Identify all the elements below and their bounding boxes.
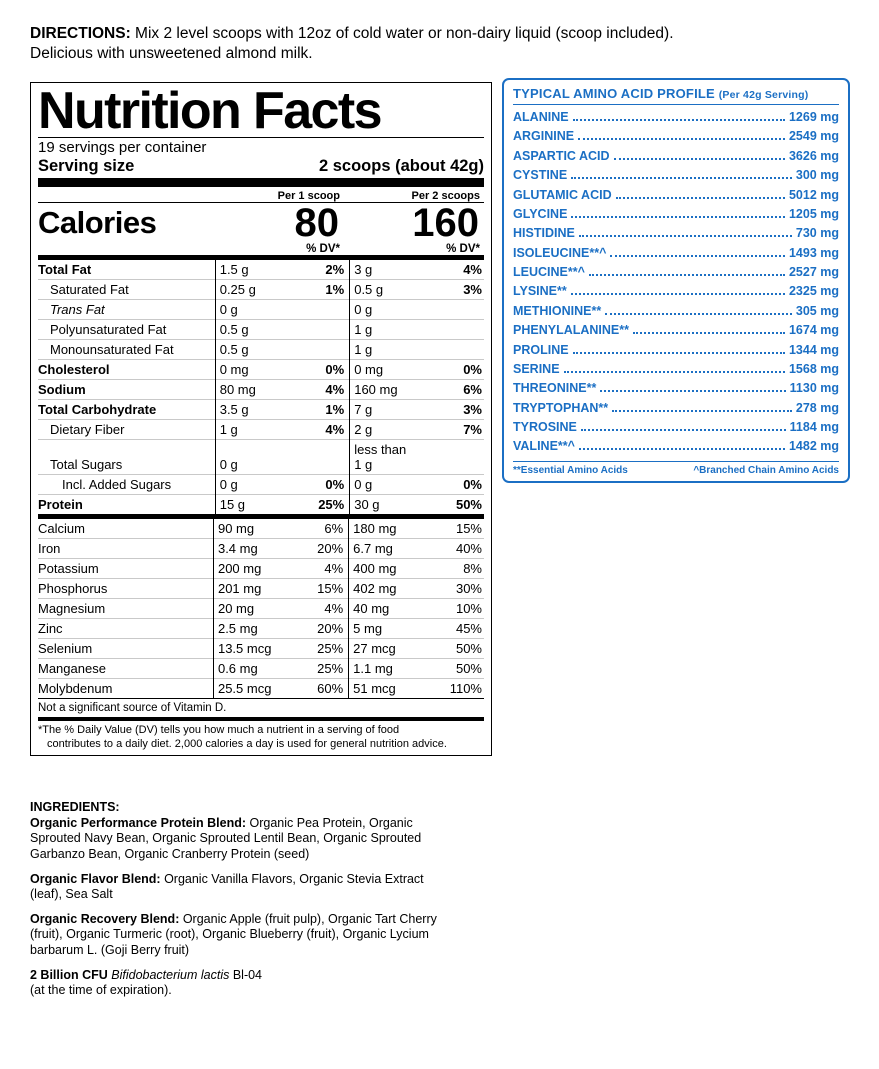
amino-acid-panel — [502, 78, 850, 483]
nutrient-dv-2 — [417, 299, 484, 319]
amino-acid-name: ARGININE — [513, 129, 575, 144]
dv-header-2: % DV* — [446, 242, 480, 255]
nutrition-facts-title: Nutrition Facts — [38, 82, 381, 140]
micronutrient-amount-1: 2.5 mg — [213, 618, 281, 638]
directions-block — [30, 24, 710, 64]
amino-acid-name: CYSTINE — [513, 168, 568, 183]
table-row — [38, 399, 484, 419]
table-row — [38, 538, 484, 558]
micronutrient-dv-2: 110% — [416, 678, 484, 698]
nutrient-dv-2: 3% — [417, 279, 484, 299]
micronutrient-dv-2: 15% — [455, 520, 482, 536]
dot-leader — [616, 190, 785, 199]
nutrient-dv-1: 4% — [282, 379, 349, 399]
nutrient-dv-2 — [417, 339, 484, 359]
column-headers — [38, 187, 484, 202]
amino-acid-title — [513, 86, 839, 104]
micronutrient-name: Molybdenum — [38, 678, 213, 698]
nutrient-amount-1: 0.5 g — [215, 339, 282, 359]
nutrient-dv-1: 25% — [282, 494, 349, 514]
calories-value-1: 80 — [294, 200, 339, 245]
table-row — [38, 598, 484, 618]
micronutrient-dv-1: 4% — [281, 598, 349, 618]
nutrient-amount-2: 3 g — [350, 260, 417, 280]
nutrient-amount-1: 1.5 g — [215, 260, 282, 280]
amino-acid-row — [513, 321, 839, 340]
nutrient-name: Monounsaturated Fat — [38, 339, 215, 359]
micronutrient-amount-1: 200 mg — [213, 558, 281, 578]
cfu-note: (at the time of expiration). — [30, 983, 172, 998]
ingredient-block-title: Organic Flavor Blend: — [30, 871, 161, 886]
amino-acid-row — [513, 244, 839, 263]
micronutrient-amount-1: 90 mg — [213, 519, 281, 539]
amino-acid-value: 2527 mg — [788, 265, 839, 279]
amino-acid-value: 730 mg — [795, 226, 839, 241]
nutrient-amount-1: 0 g — [215, 299, 282, 319]
micronutrient-dv-2: 8% — [416, 558, 484, 578]
dot-leader — [573, 345, 785, 354]
ingredients-list — [30, 816, 450, 959]
table-row — [38, 558, 484, 578]
amino-acid-value: 1130 mg — [789, 381, 839, 396]
amino-acid-title-main: TYPICAL AMINO ACID PROFILE — [513, 86, 715, 101]
ingredients-heading: INGREDIENTS: — [30, 800, 120, 814]
nutrient-dv-2: 0% — [417, 474, 484, 494]
amino-acid-value: 300 mg — [795, 168, 839, 183]
micronutrient-amount-2: 5 mg — [349, 618, 417, 638]
micronutrient-amount-2: 402 mg — [349, 578, 417, 598]
micronutrient-amount-2: 180 mg — [349, 519, 417, 539]
dv-footnote-line1: *The % Daily Value (DV) tells you how much a nutrient in a serving of food — [38, 723, 400, 736]
dot-leader — [564, 364, 785, 373]
amino-acid-name: PROLINE — [513, 342, 569, 357]
table-row — [38, 519, 484, 539]
calories-row — [38, 200, 484, 245]
nutrient-amount-1: 80 mg — [215, 379, 282, 399]
table-row — [38, 379, 484, 399]
calories-label: Calories — [38, 204, 157, 240]
amino-acid-row — [513, 127, 839, 146]
micronutrient-amount-2: 6.7 mg — [349, 538, 417, 558]
micronutrient-dv-1: 4% — [281, 558, 349, 578]
amino-acid-value: 1205 mg — [788, 206, 839, 221]
amino-acid-value: 2325 mg — [788, 284, 839, 299]
amino-acid-value: 5012 mg — [788, 187, 839, 202]
nutrient-dv-2: 4% — [463, 261, 482, 277]
table-row — [38, 419, 484, 439]
amino-acid-name: THREONINE** — [513, 381, 597, 396]
dot-leader — [579, 228, 792, 237]
amino-acid-value: 2549 mg — [788, 129, 839, 144]
ingredient-block — [30, 816, 450, 863]
nutrient-dv-1: 0% — [282, 359, 349, 379]
dot-leader — [573, 112, 785, 121]
nutrient-dv-1 — [282, 439, 349, 474]
amino-acid-name: GLUTAMIC ACID — [513, 187, 612, 202]
dot-leader — [589, 267, 785, 276]
nutrient-dv-2: 6% — [417, 379, 484, 399]
nutrient-amount-2: 7 g — [350, 399, 417, 419]
serving-size-value: 2 scoops (about 42g) — [318, 156, 484, 175]
micronutrient-name: Iron — [38, 538, 213, 558]
nutrient-dv-1 — [282, 299, 349, 319]
amino-acid-row — [513, 263, 839, 282]
table-row — [38, 279, 484, 299]
micronutrient-amount-2: 40 mg — [349, 598, 417, 618]
ingredient-block-text: Organic Apple (fruit pulp), Organic Tart Cherry (fruit), Organic Turmeric (root), Organic Blueberry (fruit), Organic Lycium barbarum L. (Goji Berry fruit) — [30, 911, 437, 957]
table-row — [38, 578, 484, 598]
nutrient-amount-1: 1 g — [215, 419, 282, 439]
amino-acid-value: 1674 mg — [788, 323, 839, 338]
nutrient-amount-2: less than 1 g — [350, 439, 417, 474]
table-row — [38, 439, 484, 474]
micronutrient-amount-2: 1.1 mg — [349, 658, 417, 678]
amino-acid-row — [513, 108, 839, 127]
micronutrient-dv-1: 25% — [281, 658, 349, 678]
micronutrient-name: Magnesium — [38, 598, 213, 618]
nutrient-name: Incl. Added Sugars — [38, 474, 215, 494]
nutrient-amount-1: 0 g — [215, 439, 282, 474]
dot-leader — [571, 209, 785, 218]
micronutrient-amount-1: 3.4 mg — [213, 538, 281, 558]
nutrient-dv-1: 2% — [325, 261, 345, 277]
nutrient-amount-2: 2 g — [350, 419, 417, 439]
amino-acid-name: SERINE — [513, 361, 560, 376]
amino-acid-row — [513, 302, 839, 321]
dot-leader — [579, 441, 785, 450]
nutrient-dv-2: 7% — [417, 419, 484, 439]
table-row — [38, 359, 484, 379]
micronutrient-dv-1: 6% — [324, 520, 344, 536]
amino-acid-name: VALINE**^ — [513, 439, 575, 454]
table-row — [38, 638, 484, 658]
amino-footnote-bcaa: ^Branched Chain Amino Acids — [693, 464, 839, 476]
amino-acid-name: TRYPTOPHAN** — [513, 400, 609, 415]
nutrient-amount-1: 15 g — [215, 494, 282, 514]
amino-acid-value: 1482 mg — [788, 439, 839, 454]
nutrient-amount-2: 1 g — [350, 339, 417, 359]
nutrient-name: Cholesterol — [38, 359, 215, 379]
dot-leader — [578, 131, 785, 140]
amino-acid-name: HISTIDINE — [513, 226, 575, 241]
amino-acid-name: ALANINE — [513, 110, 569, 124]
table-row — [38, 260, 484, 280]
micronutrient-name: Zinc — [38, 618, 213, 638]
nutrient-dv-2: 50% — [417, 494, 484, 514]
amino-acid-row — [513, 282, 839, 301]
nutrient-amount-1: 0.25 g — [215, 279, 282, 299]
nutrient-name: Total Fat — [38, 261, 92, 277]
nutrient-dv-1: 1% — [282, 399, 349, 419]
amino-acid-value: 1568 mg — [788, 361, 839, 376]
amino-acid-value: 1184 mg — [789, 420, 839, 434]
amino-acid-name: TYROSINE — [513, 420, 577, 434]
dv-footnote — [38, 721, 484, 752]
amino-acid-row — [513, 341, 839, 360]
nutrient-dv-1: 0% — [282, 474, 349, 494]
dot-leader — [571, 170, 792, 179]
serving-size-row — [38, 157, 484, 178]
nutrient-dv-1 — [282, 319, 349, 339]
micronutrient-amount-2: 27 mcg — [349, 638, 417, 658]
ingredient-block-text: Organic Pea Protein, Organic Sprouted Navy Bean, Organic Sprouted Lentil Bean, Organic Sprouted Garbanzo Bean, Organic Cranberry Protein (seed) — [30, 815, 422, 861]
micronutrient-dv-1: 60% — [281, 678, 349, 698]
amino-acid-row — [513, 166, 839, 185]
micronutrient-dv-2: 50% — [416, 658, 484, 678]
nutrient-amount-2: 0 g — [350, 299, 417, 319]
dot-leader — [600, 383, 785, 392]
nutrient-dv-1: 4% — [282, 419, 349, 439]
calories-values — [204, 200, 484, 245]
amino-acid-footnotes — [513, 462, 839, 476]
amino-acid-row — [513, 224, 839, 243]
nutrient-name: Total Sugars — [38, 439, 215, 474]
nutrient-amount-1: 3.5 g — [215, 399, 282, 419]
table-row — [38, 678, 484, 698]
nutrient-amount-2: 1 g — [350, 319, 417, 339]
calories-value-2: 160 — [412, 200, 479, 245]
ingredients-block — [30, 800, 450, 1008]
amino-acid-row — [513, 205, 839, 224]
micronutrient-name: Phosphorus — [38, 578, 213, 598]
ingredient-block-title: Organic Recovery Blend: — [30, 911, 180, 926]
serving-size-label: Serving size — [38, 156, 135, 175]
nutrient-dv-2: 0% — [417, 359, 484, 379]
directions-label: DIRECTIONS: — [30, 25, 131, 42]
amino-acid-name: ASPARTIC ACID — [513, 148, 610, 163]
nutrient-dv-2 — [417, 319, 484, 339]
nutrient-table — [38, 260, 484, 514]
micronutrient-amount-2: 400 mg — [349, 558, 417, 578]
micronutrient-table — [38, 519, 484, 698]
micronutrient-name: Selenium — [38, 638, 213, 658]
nutrient-amount-1: 0 g — [215, 474, 282, 494]
micronutrient-dv-2: 10% — [416, 598, 484, 618]
dot-leader — [614, 151, 785, 160]
nutrient-amount-2: 0.5 g — [350, 279, 417, 299]
not-significant-note: Not a significant source of Vitamin D. — [38, 701, 227, 714]
dot-leader — [633, 325, 785, 334]
amino-footnote-essential: **Essential Amino Acids — [513, 464, 628, 476]
ingredient-block — [30, 912, 450, 959]
nutrient-amount-2: 0 g — [350, 474, 417, 494]
micronutrient-dv-1: 20% — [281, 618, 349, 638]
servings-per-container: 19 servings per container — [38, 138, 207, 156]
nutrient-amount-1: 0 mg — [215, 359, 282, 379]
micronutrient-name: Potassium — [38, 558, 213, 578]
ingredient-block — [30, 872, 450, 903]
micronutrient-amount-1: 25.5 mcg — [213, 678, 281, 698]
micronutrient-dv-2: 50% — [416, 638, 484, 658]
amino-acid-row — [513, 360, 839, 379]
micronutrient-amount-1: 13.5 mcg — [213, 638, 281, 658]
table-row — [38, 618, 484, 638]
dot-leader — [612, 403, 792, 412]
cfu-amount: 2 Billion CFU — [30, 967, 108, 982]
ingredient-block-text: Organic Vanilla Flavors, Organic Stevia Extract (leaf), Sea Salt — [30, 871, 424, 902]
table-row — [38, 494, 484, 514]
micronutrient-dv-1: 25% — [281, 638, 349, 658]
nutrient-amount-2: 0 mg — [350, 359, 417, 379]
directions-text: Mix 2 level scoops with 12oz of cold water or non-dairy liquid (scoop included). Delicious with unsweetened almond milk. — [30, 25, 674, 63]
micronutrient-amount-1: 0.6 mg — [213, 658, 281, 678]
amino-acid-value: 3626 mg — [788, 148, 839, 163]
column-header-2: Per 2 scoops — [411, 189, 480, 202]
nutrient-name: Dietary Fiber — [38, 419, 215, 439]
dot-leader — [610, 248, 785, 257]
nutrient-dv-1 — [282, 339, 349, 359]
table-row — [38, 319, 484, 339]
micronutrient-dv-2: 40% — [416, 538, 484, 558]
cfu-organism: Bifidobacterium lactis — [107, 967, 230, 982]
nutrient-name: Saturated Fat — [38, 279, 215, 299]
dv-footnote-line2: contributes to a daily diet. 2,000 calories a day is used for general nutrition advice. — [47, 737, 447, 750]
amino-acid-name: GLYCINE — [513, 206, 568, 221]
table-row — [38, 339, 484, 359]
dv-header-row — [38, 243, 484, 255]
nutrient-dv-2 — [417, 439, 484, 474]
micronutrient-dv-1: 15% — [281, 578, 349, 598]
nutrient-name: Protein — [38, 494, 215, 514]
nutrient-amount-2: 30 g — [350, 494, 417, 514]
amino-acid-value: 278 mg — [795, 400, 839, 415]
nutrient-dv-1: 1% — [282, 279, 349, 299]
table-row — [38, 658, 484, 678]
amino-acid-name: PHENYLALANINE** — [513, 323, 629, 338]
micronutrient-dv-2: 30% — [416, 578, 484, 598]
amino-acid-name: METHIONINE** — [513, 303, 602, 318]
dv-header-1: % DV* — [306, 242, 340, 255]
nutrient-amount-2: 160 mg — [350, 379, 417, 399]
amino-acid-name: ISOLEUCINE**^ — [513, 245, 607, 260]
ingredient-block-title: Organic Performance Protein Blend: — [30, 815, 247, 830]
amino-acid-row — [513, 399, 839, 418]
nutrient-name: Polyunsaturated Fat — [38, 319, 215, 339]
micronutrient-amount-1: 201 mg — [213, 578, 281, 598]
column-header-1: Per 1 scoop — [277, 189, 340, 202]
nutrient-amount-1: 0.5 g — [215, 319, 282, 339]
nutrition-facts-panel — [30, 82, 492, 756]
micronutrient-dv-2: 45% — [416, 618, 484, 638]
amino-acid-name: LYSINE** — [513, 284, 567, 299]
dot-leader — [571, 286, 785, 295]
amino-acid-value: 1493 mg — [788, 245, 839, 260]
amino-acid-value: 1269 mg — [788, 110, 839, 124]
micronutrient-amount-1: 20 mg — [213, 598, 281, 618]
dot-leader — [605, 306, 792, 315]
amino-acid-row — [513, 379, 839, 398]
amino-acid-row — [513, 186, 839, 205]
amino-acid-row — [513, 418, 839, 437]
nutrient-name: Total Carbohydrate — [38, 399, 215, 419]
nutrient-dv-2: 3% — [417, 399, 484, 419]
amino-acid-title-sub: (Per 42g Serving) — [718, 89, 809, 101]
table-row — [38, 474, 484, 494]
amino-acid-value: 1344 mg — [788, 342, 839, 357]
dot-leader — [581, 422, 786, 431]
micronutrient-name: Calcium — [38, 520, 85, 536]
amino-acid-rows — [513, 108, 839, 457]
nutrient-name: Sodium — [38, 379, 215, 399]
amino-acid-row — [513, 437, 839, 456]
amino-acid-row — [513, 147, 839, 166]
amino-acid-name: LEUCINE**^ — [513, 265, 585, 279]
cfu-line — [30, 968, 450, 999]
nutrient-name: Trans Fat — [38, 299, 215, 319]
micronutrient-amount-2: 51 mcg — [349, 678, 417, 698]
cfu-strain: Bl-04 — [229, 967, 263, 982]
table-row — [38, 299, 484, 319]
micronutrient-dv-1: 20% — [281, 538, 349, 558]
amino-acid-value: 305 mg — [795, 303, 839, 318]
micronutrient-name: Manganese — [38, 658, 213, 678]
